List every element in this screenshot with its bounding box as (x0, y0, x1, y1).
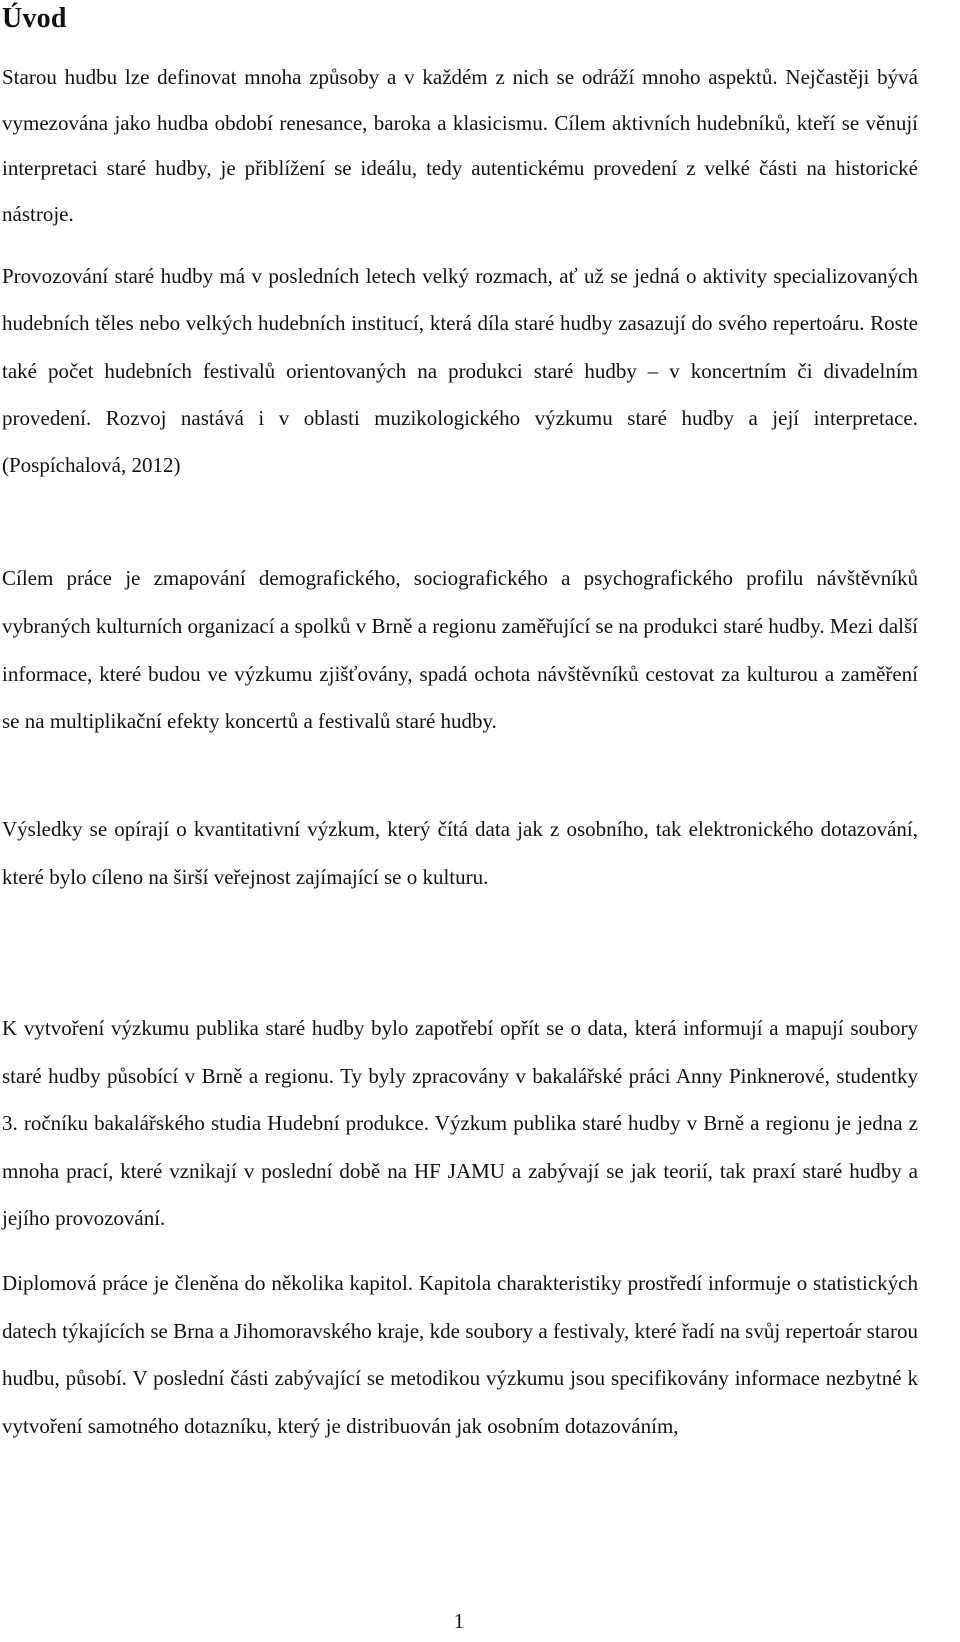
paragraph-2: Provozování staré hudby má v posledních letech velký rozmach, ať už se jedná o aktivity specializovaných hudebních těles nebo velkých hudebních institucí, která díla staré hudby zasazují do svého repertoáru. Roste také počet hudebních festivalů orientovaných na produkci staré hudby – v koncertním či divadelním provedení. Rozvoj nastává i v oblasti muzikologického výzkumu staré hudby a její interpretace. (Pospíchalová, 2012) (2, 264, 918, 478)
page-number: 1 (453, 1609, 465, 1633)
paragraph-6: Diplomová práce je členěna do několika kapitol. Kapitola charakteristiky prostředí informuje o statistických datech týkajících se Brna a Jihomoravského kraje, kde soubory a festivaly, které řadí na svůj repertoár starou hudbu, působí. V poslední části zabývající se metodikou výzkumu jsou specifikovány informace nezbytné k vytvoření samotného dotazníku, který je distribuován jak osobním dotazováním, (2, 1271, 918, 1438)
paragraph-5: K vytvoření výzkumu publika staré hudby bylo zapotřebí opřít se o data, která informují a mapují soubory staré hudby působící v Brně a regionu. Ty byly zpracovány v bakalářské práci Anny Pinknerové, studentky 3. ročníku bakalářského studia Hudební produkce. Výzkum publika staré hudby v Brně a regionu je jedna z mnoha prací, které vznikají v poslední době na HF JAMU a zabývají se jak teorií, tak praxí staré hudby a jejího provozování. (2, 1016, 918, 1230)
paragraph-3: Cílem práce je zmapování demografického, sociografického a psychografického profilu návštěvníků vybraných kulturních organizací a spolků v Brně a regionu zaměřující se na produkci staré hudby. Mezi další informace, které budou ve výzkumu zjišťovány, spadá ochota návštěvníků cestovat za kulturou a zaměření se na multiplikační efekty koncertů a festivalů staré hudby. (2, 566, 918, 734)
paragraph-1: Starou hudbu lze definovat mnoha způsoby a v každém z nich se odráží mnoho aspektů. Nejčastěji bývá vymezována jako hudba období renesance, baroka a klasicismu. Cílem aktivních hudebníků, kteří se věnují interpretaci staré hudby, je přiblížení se ideálu, tedy autentickému provedení z velké části na historické nástroje. (2, 65, 918, 226)
paragraph-4: Výsledky se opírají o kvantitativní výzkum, který čítá data jak z osobního, tak elektronického dotazování, které bylo cíleno na širší veřejnost zajímající se o kulturu. (2, 817, 918, 889)
section-heading: Úvod (2, 3, 67, 34)
